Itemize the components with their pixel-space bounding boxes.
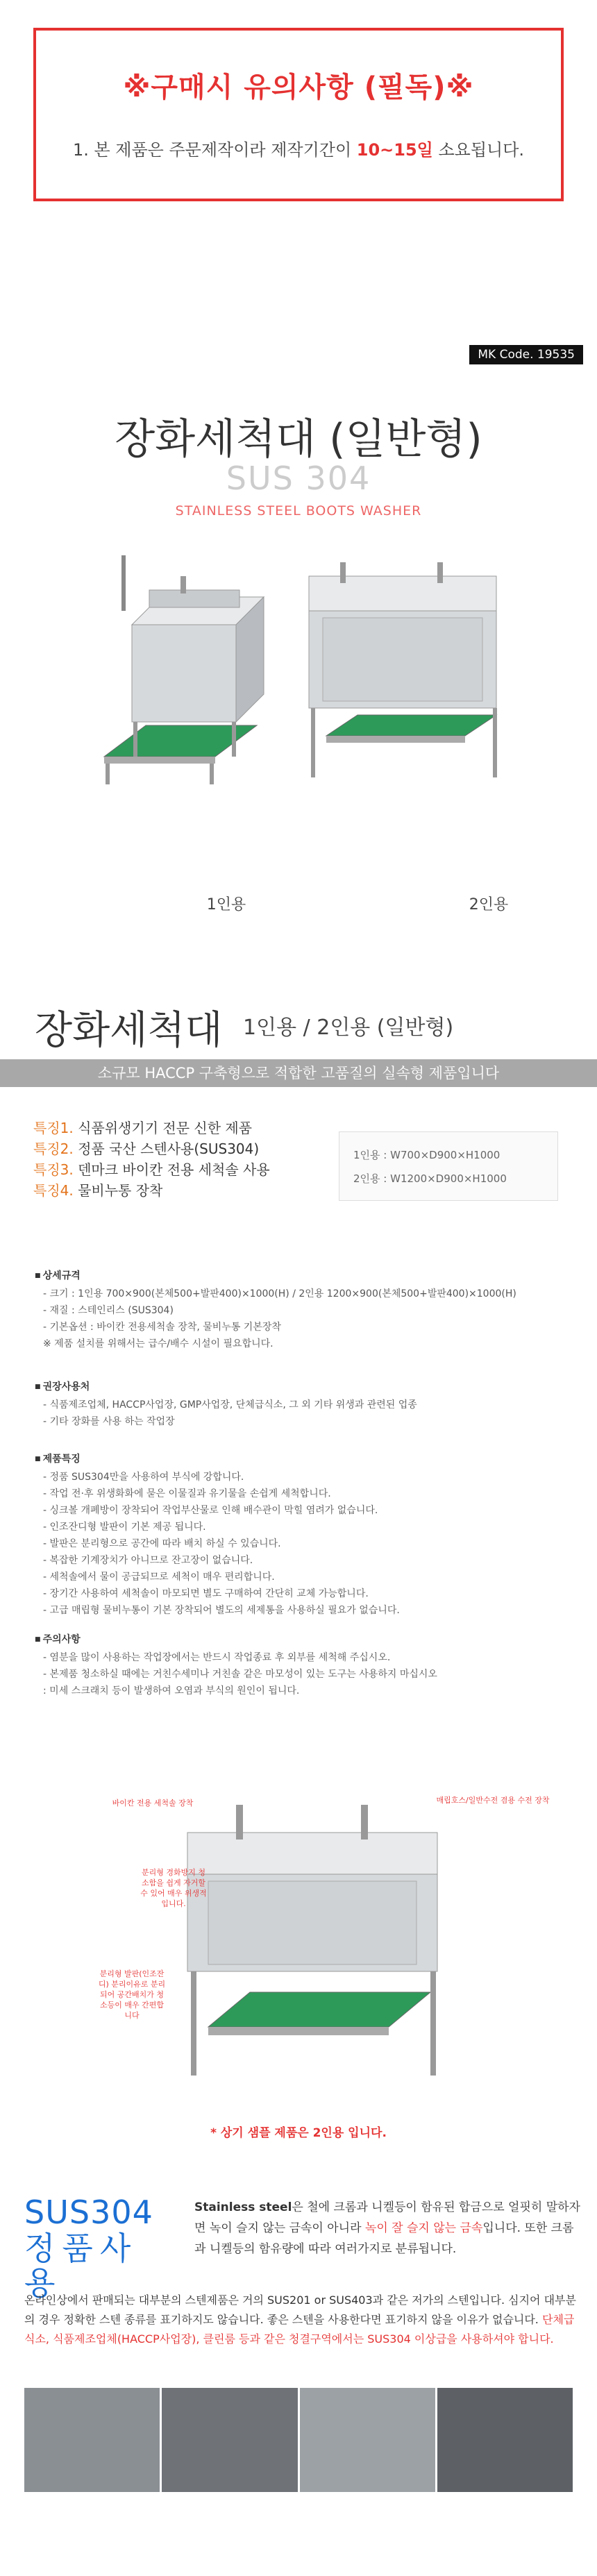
spec-heading: ■ 권장사용처 xyxy=(35,1379,417,1395)
purchase-notice-box xyxy=(33,28,564,201)
genuine-label: 정품사용 xyxy=(24,2230,138,2302)
size-2person: 2인용 : W1200×D900×H1000 xyxy=(353,1172,507,1185)
product-2-caption: 2인용 xyxy=(469,896,509,914)
sus304-badge xyxy=(24,2194,163,2300)
section2-title: 장화세척대 xyxy=(35,1008,223,1053)
product-1person-image xyxy=(83,548,285,854)
feature-item xyxy=(33,1138,270,1159)
feature-key: 특징2. xyxy=(33,1140,74,1157)
spec-features xyxy=(35,1451,400,1619)
spec-line: - 염분을 많이 사용하는 작업장에서는 반드시 작업종료 후 외부를 세척해 주십시오. xyxy=(43,1652,391,1663)
product-material: SUS 304 xyxy=(226,460,371,497)
feature-value: 식품위생기기 전문 신한 제품 xyxy=(78,1120,253,1136)
haccp-banner: 소규모 HACCP 구축형으로 적합한 고품질의 실속형 제품입니다 xyxy=(0,1059,597,1087)
feature-key: 특징3. xyxy=(33,1161,74,1178)
spec-line: - 기타 장화를 사용 하는 작업장 xyxy=(43,1416,175,1427)
spec-line: : 미세 스크래치 등이 발생하여 오염과 부식의 원인이 됩니다. xyxy=(43,1685,300,1697)
sus-desc-1: 은 철에 크롬과 니켈등이 함유된 합금으로 얼핏히 말하자면 녹이 슬지 않는 금속이 아니라 xyxy=(194,2200,580,2235)
spec-line: - 세척솔에서 물이 공급되므로 세척이 매우 편리합니다. xyxy=(43,1572,275,1583)
notice-text-highlight: 10~15일 xyxy=(356,140,433,160)
spec-heading: ■ 상세규격 xyxy=(35,1268,516,1284)
kitchen-photo xyxy=(162,2388,297,2492)
spec-usage xyxy=(35,1379,417,1430)
sus-desc-2: 입니다. 또한 크롬과 니켈등의 함유량에 따라 여러가지로 분류됩니다. xyxy=(194,2221,574,2256)
sus-paragraph xyxy=(24,2291,580,2349)
size-box xyxy=(339,1131,558,1201)
notice-title: ※구매시 유의사항 (필독)※ xyxy=(123,71,474,103)
feature-value: 물비누통 장착 xyxy=(78,1182,163,1199)
feature-key: 특징1. xyxy=(33,1120,74,1136)
feature-item xyxy=(33,1118,270,1138)
kitchen-photo xyxy=(300,2388,435,2492)
sus-desc-strong: Stainless steel xyxy=(194,2200,292,2214)
feature-value: 정품 국산 스텐사용(SUS304) xyxy=(78,1140,260,1157)
spec-cautions xyxy=(35,1631,437,1699)
spec-line: - 장기간 사용하여 세척솔이 마모되면 별도 구매하여 간단히 교체 가능합니다. xyxy=(43,1588,369,1599)
sus-description xyxy=(194,2197,583,2259)
product-1-caption: 1인용 xyxy=(206,896,246,914)
mk-code-badge: MK Code. 19535 xyxy=(469,345,583,364)
spec-heading: ■ 제품특징 xyxy=(35,1451,400,1467)
notice-text-after: 소요됩니다. xyxy=(432,140,525,160)
spec-heading: ■ 주의사항 xyxy=(35,1631,437,1648)
spec-line: - 인조잔디형 발판이 기본 제공 됩니다. xyxy=(43,1522,206,1533)
product-title: 장화세척대 (일반형) xyxy=(115,415,482,464)
spec-line: - 고급 매립형 물비누통이 기본 장착되어 별도의 세제통을 사용하실 필요가 없습니다. xyxy=(43,1605,400,1616)
spec-line: - 식품제조업체, HACCP사업장, GMP사업장, 단체급식소, 그 외 기타 위생과 관련된 업종 xyxy=(43,1399,417,1411)
feature-value: 덴마크 바이칸 전용 세척솔 사용 xyxy=(78,1161,270,1178)
spec-line: - 크기 : 1인용 700×900(본체500+발판400)×1000(H) / 2인용 1200×900(본체500+발판400)×1000(H) xyxy=(43,1288,516,1299)
product-english-name: STAINLESS STEEL BOOTS WASHER xyxy=(175,503,422,519)
spec-line: - 작업 전·후 위생화화에 묻은 이물질과 유기물을 손쉽게 세척합니다. xyxy=(43,1488,331,1499)
sus-para-1: 온라인상에서 판매되는 대부분의 스텐제품은 거의 SUS201 or SUS403과 같은 저가의 스텐입니다. 심지어 대부분의 경우 정확한 스텐 종류를 표기하지도 않습니다. 좋은 스텐을 사용한다면 표기하지 않을 이유가 없습니다. xyxy=(24,2293,576,2326)
spec-line: ※ 제품 설치를 위해서는 급수/배수 시설이 필요합니다. xyxy=(43,1338,274,1349)
notice-text xyxy=(36,136,561,160)
callout-faucet: 매립호스/일반수전 겸용 수전 장착 xyxy=(436,1796,550,1805)
spec-line: - 본제품 청소하실 때에는 거친수세미나 거친솔 같은 마모성이 있는 도구는 사용하지 마십시오 xyxy=(43,1669,437,1680)
spec-line: - 재질 : 스테인리스 (SUS304) xyxy=(43,1305,174,1316)
feature-list xyxy=(33,1118,270,1201)
section2-subtitle: 1인용 / 2인용 (일반형) xyxy=(243,1016,454,1040)
spec-line: - 복잡한 기계장치가 아니므로 잔고장이 없습니다. xyxy=(43,1555,253,1566)
spec-line: - 싱크볼 개폐방이 장착되어 작업부산물로 인해 배수관이 막힐 염려가 없습니다. xyxy=(43,1505,378,1516)
size-1person: 1인용 : W700×D900×H1000 xyxy=(353,1149,501,1161)
product-2person-image xyxy=(298,548,528,882)
notice-text-before: 1. 본 제품은 주문제작이라 제작기간이 xyxy=(72,140,357,160)
spec-line: - 정품 SUS304만을 사용하여 부식에 강합니다. xyxy=(43,1472,244,1483)
sus-desc-red: 녹이 잘 슬지 않는 금속 xyxy=(364,2221,483,2235)
spec-details xyxy=(35,1268,516,1352)
feature-key: 특징4. xyxy=(33,1182,74,1199)
kitchen-photo xyxy=(24,2388,160,2492)
kitchen-photo xyxy=(437,2388,573,2492)
feature-item xyxy=(33,1180,270,1201)
callout-brush: 바이칸 전용 세척솔 장착 xyxy=(112,1799,194,1808)
sample-note: * 상기 샘플 제품은 2인용 입니다. xyxy=(210,2126,387,2140)
callout-drain: 분리형 경화방지 청소함을 쉽게 자거할 수 있어 매우 위생적입니다. xyxy=(140,1868,207,1908)
spec-line: - 발판은 분리형으로 공간에 따라 배치 하실 수 있습니다. xyxy=(43,1538,281,1549)
callout-footboard: 분리형 발판(인조잔디) 분리이유로 분리되어 공간배치가 청소등이 매우 간편합니다 xyxy=(98,1969,166,2020)
spec-line: - 기본옵션 : 바이칸 전용세척솔 장착, 물비누통 기본장착 xyxy=(43,1322,281,1333)
photo-strip xyxy=(24,2388,573,2492)
sus304-label: SUS304 xyxy=(24,2194,153,2231)
product-detail-image xyxy=(153,1777,472,2096)
sus-para-red: 단체급식소, 식품제조업체(HACCP사업장), 클린룸 등과 같은 청결구역에서는 SUS304 이상급을 사용하셔야 합니다. xyxy=(24,2313,575,2346)
feature-item xyxy=(33,1159,270,1180)
